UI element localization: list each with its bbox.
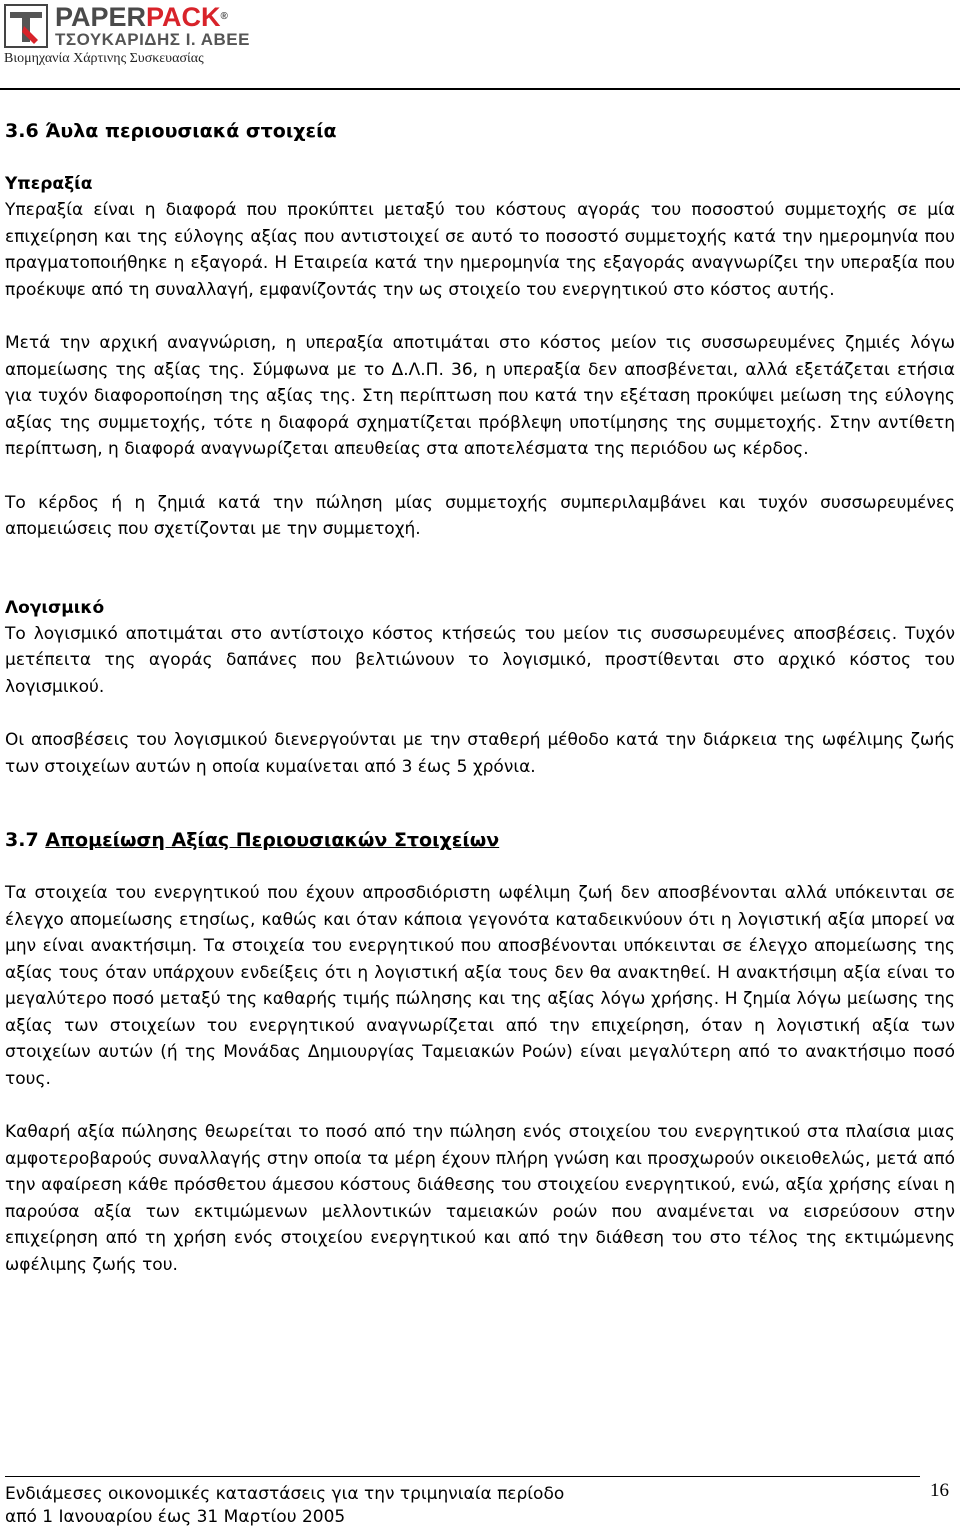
goodwill-paragraph-1: Υπεραξία είναι η διαφορά που προκύπτει μεταξύ του κόστους αγοράς του ποσοστού συμμετοχής σε μία επιχείρηση και της εύλογης αξίας που αντιστοιχεί σε αυτό το ποσοστό συμμετοχής κατά την ημερομηνία που πραγματοποιήθηκε η εξαγορά. Η Εταιρεία κατά την ημερομηνία της εξαγοράς αναγνωρίζει την υπεραξία που προέκυψε από τη συναλλαγή, εμφανίζοντάς την ως στοιχείο του ενεργητικού στο κόστος αυτής. [5,200,955,300]
company-name: ΤΣΟΥΚΑΡΙΔΗΣ Ι. ΑΒΕΕ [55,30,250,49]
section-3-7-number: 3.7 [5,829,39,851]
company-tagline: Βιομηχανία Χάρτινης Συσκευασίας [4,51,204,66]
registered-mark: ® [220,11,228,22]
software-paragraph-1: Το λογισμικό αποτιμάται στο αντίστοιχο κόστος κτήσεώς του μείον τις συσσωρευμένες αποσβέσεις. Τυχόν μετέπειτα της αγοράς δαπάνες που βελτιώνουν το λογισμικό, προστίθενται στο αρχικό κόστος του λογισμικού. [5,623,955,697]
header-divider [0,88,960,90]
brand-accent: PACK [146,2,221,32]
brand-main: PAPER [55,2,147,32]
impairment-paragraph-1: Τα στοιχεία του ενεργητικού που έχουν απροσδιόριστη ωφέλιμη ζωή δεν αποσβένονται αλλά υπόκεινται σε έλεγχο απομείωσης ετησίως, καθώς και όταν κάποια γεγονότα καταδεικνύουν ότι η λογιστική αξία μπορεί να μην είναι ανακτήσιμη. Τα στοιχεία του ενεργητικού που αποσβένονται υπόκεινται σε έλεγχο απομείωσης της αξίας τους όταν υπάρχουν ενδείξεις ότι η λογιστική αξία τους δεν θα ανακτηθεί. Η ανακτήσιμη αξία είναι το μεγαλύτερο ποσό μεταξύ της καθαρής τιμής πώλησης και της αξίας λόγω χρήσης. Η ζημία λόγω μείωσης της αξίας των στοιχείων του ενεργητικού αναγνωρίζεται από την επιχείρηση, όταν η λογιστική αξία των στοιχείων αυτών (ή της Μονάδας Δημιουργίας Ταμειακών Ροών) είναι μεγαλύτερη από το ανακτήσιμο ποσό τους. [5,883,955,1089]
software-paragraph-2: Οι αποσβέσεις του λογισμικού διενεργούνται με την σταθερή μέθοδο κατά την διάρκεια της ωφέλιμης ζωής των στοιχείων αυτών η οποία κυμαίνεται από 3 έως 5 χρόνια. [5,730,955,777]
section-3-7-title [5,827,955,853]
section-3-6-title: 3.6 Άυλα περιουσιακά στοιχεία [5,120,337,142]
page-header [0,0,960,72]
footer-report-title: Ενδιάμεσες οικονομικές καταστάσεις για την τριμηνιαία περίοδο [5,1484,565,1504]
footer-divider [5,1476,920,1477]
goodwill-heading: Υπεραξία [5,174,93,194]
section-3-7-heading: Απομείωση Αξίας Περιουσιακών Στοιχείων [45,829,500,851]
goodwill-paragraph-3: Το κέρδος ή η ζημιά κατά την πώληση μίας συμμετοχής συμπεριλαμβάνει και τυχόν συσσωρευμένες απομειώσεις που σχετίζονται με την συμμετοχή. [5,492,955,539]
paperpack-logo-icon [4,4,48,48]
page-number: 16 [930,1480,949,1501]
impairment-paragraph-2: Καθαρή αξία πώλησης θεωρείται το ποσό από την πώληση ενός στοιχείου του ενεργητικού στα πλαίσια μιας αμφοτεροβαρούς συναλλαγής στην οποία τα μέρη έχουν πλήρη γνώση και προσχωρούν οικειοθελώς, μετά από την αφαίρεση κάθε πρόσθετου άμεσου κόστους διάθεσης του στοιχείου ενεργητικού, ενώ, αξία χρήσης είναι η παρούσα αξία των εκτιμώμενων μελλοντικών ταμειακών ροών που αναμένεται να εισρεύσουν στην επιχείρηση από τη χρήση ενός στοιχείου ενεργητικού και από την διάθεση του στο τέλος της εκτιμώμενης ωφέλιμης ζωής του. [5,1122,955,1275]
brand-wordmark [55,2,228,32]
footer-report-period: από 1 Ιανουαρίου έως 31 Μαρτίου 2005 [5,1507,346,1527]
software-heading: Λογισμικό [5,597,105,618]
document-body [5,118,955,1278]
goodwill-paragraph-2: Μετά την αρχική αναγνώριση, η υπεραξία αποτιμάται στο κόστος μείον τις συσσωρευμένες ζημιές λόγω απομείωσης της αξίας της. Σύμφωνα με το Δ.Λ.Π. 36, η υπεραξία δεν αποσβένεται, αλλά εξετάζεται ετήσια για τυχόν διαφοροποίηση της αξίας της. Στη περίπτωση που κατά την εξέταση προκύψει μείωση της εύλογης αξίας της συμμετοχής, τότε η διαφορά σχηματίζεται πρόβλεψη υποτίμησης της συμμετοχής. Στην αντίθετη περίπτωση, η διαφορά αναγνωρίζεται απευθείας στα αποτελέσματα της περιόδου ως κέρδος. [5,333,955,459]
